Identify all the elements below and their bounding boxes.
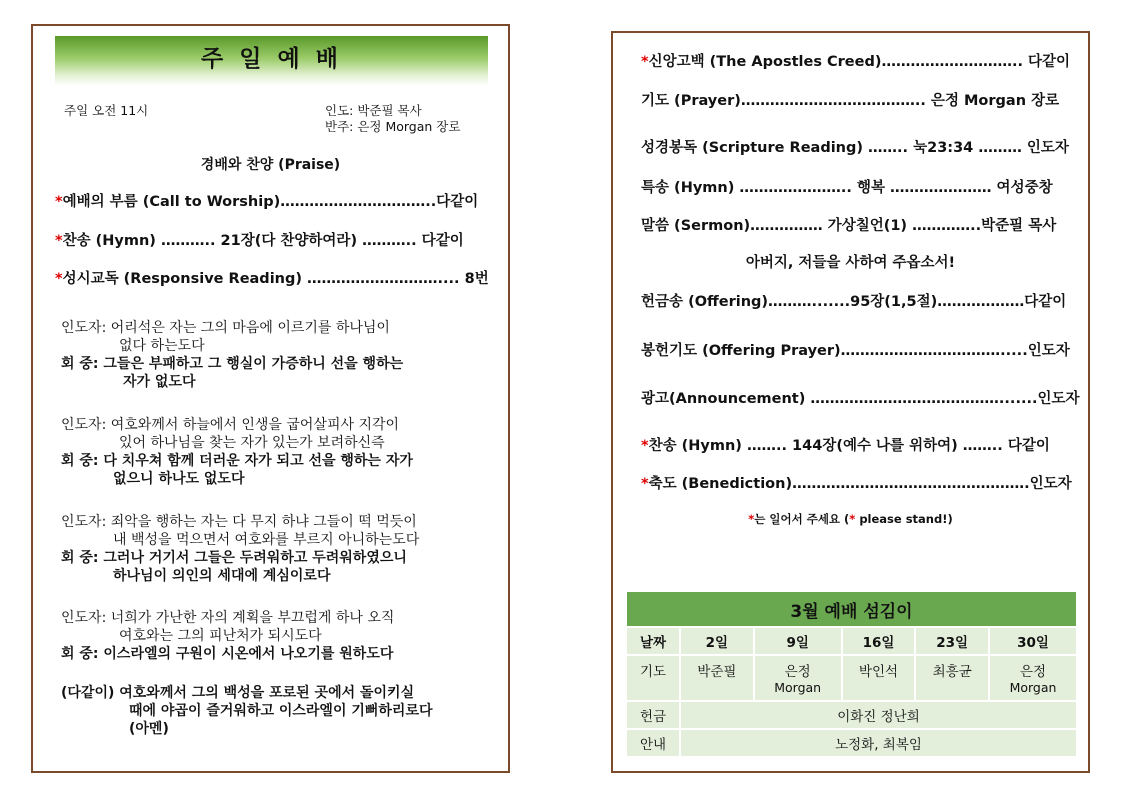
order-item-benediction: *축도 (Benediction)………………………………………….인도자	[641, 476, 1072, 492]
table-row	[627, 656, 1076, 700]
right-page	[611, 31, 1090, 773]
reading-block-2: 인도자: 여호와께서 하늘에서 인생을 굽어살피사 지각이 있어 하나님을 찾는 자가 있는가 보려하신즉 회 중: 다 치우쳐 함께 더러운 자가 되고 선을 행하는 자가 없으니 하나도 없도다	[61, 417, 413, 487]
left-page	[31, 24, 510, 773]
order-item-announcement: 광고(Announcement) ………………………………….......인도자	[641, 391, 1080, 407]
praise-heading: 경배와 찬양 (Praise)	[200, 157, 341, 173]
order-item-responsive-reading: *성시교독 (Responsive Reading) ……………………….... 8번	[55, 271, 489, 287]
table-row	[627, 702, 1076, 728]
order-item-hymn: *찬송 (Hymn) ……….. 21장(다 찬양하여라) ……….. 다같이	[55, 233, 464, 249]
prayer-cell: 박인석	[843, 656, 915, 700]
reading-block-3: 인도자: 죄악을 행하는 자는 다 무지 하냐 그들이 떡 먹듯이 내 백성을 먹으면서 여호와를 부르지 아니하는도다 회 중: 그러나 거기서 그들은 두려워하고 두려워하였으니 하나님이 의인의 세대에 계심이로다	[61, 514, 420, 584]
date-cell: 9일	[755, 628, 841, 654]
prayer-label: 기도	[627, 656, 679, 700]
date-cell: 23일	[916, 628, 988, 654]
order-item-closing-hymn: *찬송 (Hymn) …….. 144장(예수 나를 위하여) …….. 다같이	[641, 438, 1050, 454]
leader-info: 인도: 박준필 목사	[325, 103, 422, 118]
date-cell: 2일	[681, 628, 753, 654]
offering-cell: 이화진 정난희	[681, 702, 1076, 728]
order-item-call-to-worship: *예배의 부름 (Call to Worship)…………………………..다같이	[55, 194, 479, 210]
prayer-cell: 박준필	[681, 656, 753, 700]
order-item-sermon: 말씀 (Sermon)…………… 가상칠언(1) …………..박준필 목사	[641, 218, 1057, 234]
prayer-cell: 최흥균	[916, 656, 988, 700]
stand-note: *는 일어서 주세요 (* please stand!)	[748, 512, 953, 526]
order-item-creed: *신앙고백 (The Apostles Creed)……………………….. 다같이	[641, 54, 1071, 70]
accompanist-info: 반주: 은정 Morgan 장로	[325, 119, 461, 134]
reading-block-4: 인도자: 너희가 가난한 자의 계획을 부끄럽게 하나 오직 여호와는 그의 피난처가 되시도다 회 중: 이스라엘의 구원이 시온에서 나오기를 원하도다	[61, 610, 395, 662]
date-label: 날짜	[627, 628, 679, 654]
order-item-offering-prayer: 봉헌기도 (Offering Prayer)…………………………….....인도자	[641, 343, 1070, 359]
order-item-scripture: 성경봉독 (Scripture Reading) …….. 눅23:34 ……… 인도자	[641, 140, 1069, 156]
title-banner	[55, 36, 488, 86]
sermon-title: 아버지, 저들을 사하여 주옵소서!	[745, 255, 956, 271]
serving-schedule-table	[625, 590, 1078, 758]
date-cell: 30일	[990, 628, 1076, 654]
order-item-special-hymn: 특송 (Hymn) ………………….. 행복 ………………… 여성중창	[641, 180, 1053, 196]
schedule-title: 3월 예배 섬김이	[627, 592, 1076, 626]
together-reading: (다같이) 여호와께서 그의 백성을 포로된 곳에서 돌이키실 때에 야곱이 즐거워하고 이스라엘이 기뻐하리로다 (아멘)	[61, 685, 433, 737]
usher-cell: 노정화, 최복임	[681, 730, 1076, 756]
page-title: 주 일 예 배	[201, 46, 342, 72]
order-item-prayer: 기도 (Prayer)……………………………….. 은정 Morgan 장로	[641, 93, 1060, 109]
reading-block-1: 인도자: 어리석은 자는 그의 마음에 이르기를 하나님이 없다 하는도다 회 중: 그들은 부패하고 그 행실이 가증하니 선을 행하는 자가 없도다	[61, 320, 404, 390]
prayer-cell: 은정 Morgan	[990, 656, 1076, 700]
usher-label: 안내	[627, 730, 679, 756]
prayer-cell: 은정 Morgan	[755, 656, 841, 700]
offering-label: 헌금	[627, 702, 679, 728]
order-item-offering: 헌금송 (Offering)……….......95장(1,5절)………………다같이	[641, 294, 1067, 310]
service-time: 주일 오전 11시	[64, 103, 149, 118]
table-row	[627, 628, 1076, 654]
table-row	[627, 730, 1076, 756]
date-cell: 16일	[843, 628, 915, 654]
